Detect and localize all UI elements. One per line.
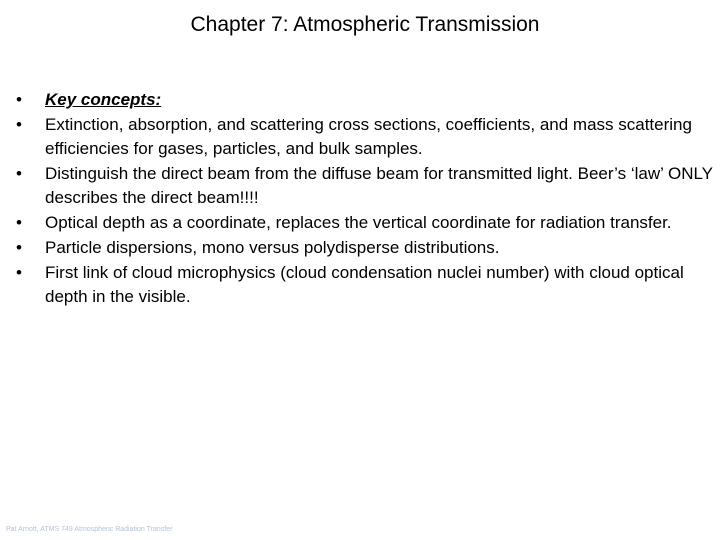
bullet-key-concepts xyxy=(16,88,720,112)
bullet-optical-depth xyxy=(16,211,720,235)
bullet-text: First link of cloud microphysics (cloud condensation nuclei number) with cloud optical depth in the visible. xyxy=(45,263,684,306)
bullet-icon: • xyxy=(16,115,22,134)
bullet-direct-beam xyxy=(16,162,720,210)
bullet-list xyxy=(16,88,720,310)
bullet-icon: • xyxy=(16,164,22,183)
footer-text: Pat Arnott, ATMS 749 Atmospheric Radiation Transfer xyxy=(6,526,173,533)
bullet-particle-dispersions xyxy=(16,236,720,260)
bullet-extinction xyxy=(16,113,720,161)
bullet-icon: • xyxy=(16,263,22,282)
key-concepts-heading: Key concepts: xyxy=(45,90,162,109)
bullet-cloud-microphysics xyxy=(16,261,720,309)
bullet-icon: • xyxy=(16,213,22,232)
bullet-text: Particle dispersions, mono versus polydisperse distributions. xyxy=(45,238,500,257)
bullet-text: Optical depth as a coordinate, replaces the vertical coordinate for radiation transfer. xyxy=(45,213,672,232)
bullet-icon: • xyxy=(16,238,22,257)
slide-title: Chapter 7: Atmospheric Transmission xyxy=(190,13,540,36)
bullet-icon: • xyxy=(16,90,22,109)
bullet-text: Distinguish the direct beam from the diffuse beam for transmitted light. Beer’s ‘law’ ONLY describes the direct beam!!!! xyxy=(45,164,713,207)
bullet-text: Extinction, absorption, and scattering cross sections, coefficients, and mass scattering efficiencies for gases, particles, and bulk samples. xyxy=(45,115,692,158)
